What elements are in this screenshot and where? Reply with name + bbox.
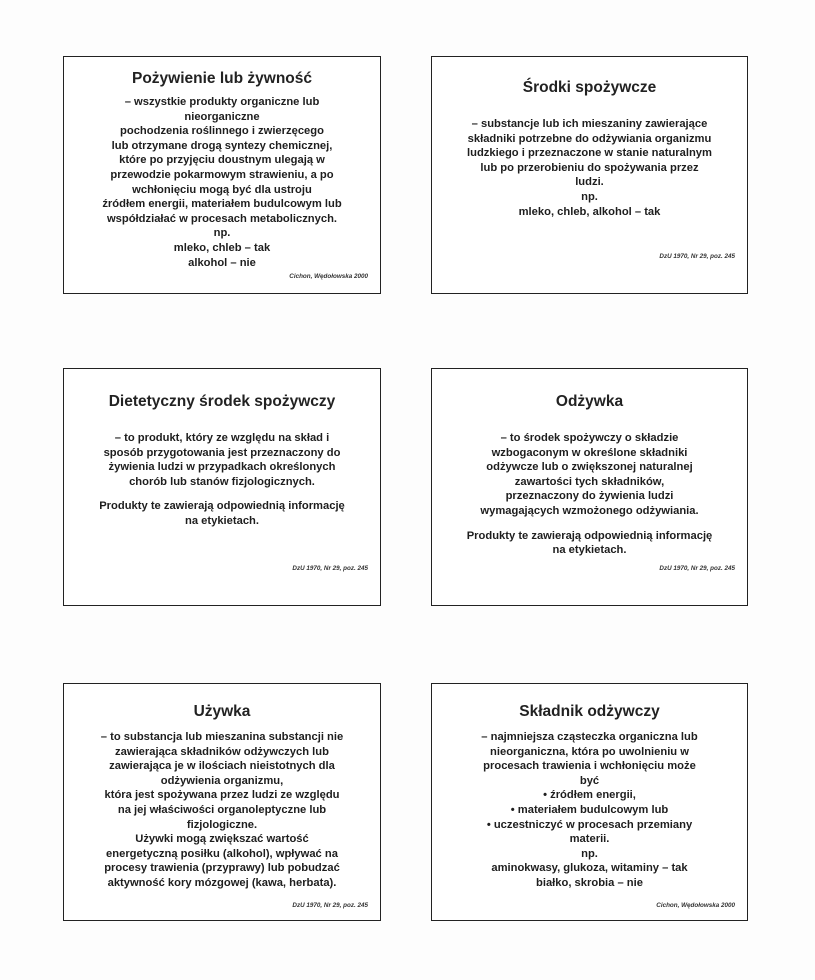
slide-body	[440, 117, 739, 219]
body-line: – najmniejsza cząsteczka organiczna lub	[481, 731, 698, 743]
body-line: wymagających wzmożonego odżywiania.	[480, 504, 699, 517]
body-line: aminokwasy, glukoza, witaminy – tak	[491, 862, 688, 875]
slide-title: Pożywienie lub żywność	[131, 70, 312, 87]
body-line: procesach trawienia i wchłonięciu może	[483, 760, 696, 773]
body-line: Produkty te zawierają odpowiednią informację	[466, 529, 713, 542]
slide-title: Używka	[193, 703, 251, 720]
body-line: która jest spożywana przez ludzi ze względu	[104, 789, 340, 802]
body-line: składniki potrzebne do odżywiania organizmu	[467, 132, 712, 145]
body-line: aktywność kory mózgowej (kawa, herbata).	[107, 876, 337, 889]
body-line: Używki mogą zwiększać wartość	[135, 833, 309, 846]
body-line: Produkty te zawierają odpowiednią informację	[99, 500, 345, 513]
slide-title: Dietetyczny środek spożywczy	[108, 393, 336, 410]
slide-source: Cichon, Wędołowska 2000	[656, 902, 735, 909]
body-line: mleko, chleb – tak	[173, 241, 271, 254]
body-line: procesy trawienia (przyprawy) lub pobudzać	[104, 862, 340, 875]
slide-body	[72, 730, 372, 891]
body-line: współdziałać w procesach metabolicznych.	[106, 212, 338, 225]
body-line: • uczestniczyć w procesach przemiany	[486, 818, 693, 831]
body-line: być	[579, 774, 600, 787]
body-line: energetyczną posiłku (alkohol), wpływać na	[106, 847, 338, 860]
body-line: materii.	[569, 833, 610, 846]
body-line: lub otrzymane drogą syntezy chemicznej,	[111, 139, 333, 152]
body-line: – substancje lub ich mieszaniny zawierające	[471, 118, 708, 130]
body-line: nieorganiczne	[184, 110, 260, 123]
body-line: – wszystkie produkty organiczne lub	[124, 96, 320, 108]
body-line: odżywienia organizmu,	[160, 774, 284, 787]
body-line: białko, skrobia – nie	[536, 876, 643, 889]
body-line: na etykietach.	[552, 544, 627, 557]
body-line: przeznaczony do żywienia ludzi	[505, 490, 674, 503]
body-line: lub po przerobieniu do spożywania przez	[480, 161, 699, 174]
slide-title: Składnik odżywczy	[519, 703, 660, 720]
slide-title: Środki spożywcze	[522, 79, 657, 96]
slide-dietetyczny-srodek	[63, 368, 381, 606]
slide-source: DzU 1970, Nr 29, poz. 245	[292, 565, 368, 572]
body-line: na etykietach.	[185, 514, 259, 527]
body-line: np.	[581, 190, 598, 203]
body-line: sposób przygotowania jest przeznaczony do	[103, 446, 341, 459]
body-line: nieorganiczna, która po uwolnieniu w	[490, 745, 689, 758]
slide-source: DzU 1970, Nr 29, poz. 245	[659, 565, 735, 572]
body-line: • materiałem budulcowym lub	[510, 803, 669, 816]
body-line: które po przyjęciu doustnym ulegają w	[119, 154, 325, 167]
body-line: zawartości tych składników,	[514, 475, 665, 488]
slide-odzywka	[431, 368, 748, 606]
body-line: źródłem energii, materiałem budulcowym lub	[102, 198, 342, 211]
body-line: przewodzie pokarmowym strawieniu, a po	[110, 168, 334, 181]
body-line: ludzkiego i przeznaczone w stanie naturalnym	[467, 147, 712, 160]
body-line: chorób lub stanów fizjologicznych.	[129, 475, 315, 488]
slide-pozywienie	[63, 56, 381, 294]
body-line: np.	[213, 227, 231, 240]
slide-body	[72, 431, 372, 529]
slide-source: DzU 1970, Nr 29, poz. 245	[659, 253, 735, 260]
body-line: – to substancja lub mieszanina substancji nie	[100, 731, 344, 743]
body-line: mleko, chleb, alkohol – tak	[518, 205, 661, 218]
slide-uzywka	[63, 683, 381, 921]
body-line: na jej właściwości organoleptyczne lub	[117, 803, 327, 816]
body-line: fizjologiczne.	[186, 818, 258, 831]
slide-body	[72, 95, 372, 270]
body-line: wchłonięciu mogą być dla ustroju	[132, 183, 312, 196]
body-line: odżywcze lub o zwiększonej naturalnej	[486, 461, 693, 474]
slide-srodki-spozywcze	[431, 56, 748, 294]
body-line: – to środek spożywczy o składzie	[500, 432, 679, 444]
body-line: żywienia ludzi w przypadkach określonych	[108, 461, 336, 474]
body-line: ludzi.	[575, 176, 604, 189]
slide-source: DzU 1970, Nr 29, poz. 245	[292, 902, 368, 909]
slide-skladnik-odzywczy	[431, 683, 748, 921]
body-line: zawierająca składników odżywczych lub	[115, 745, 329, 758]
body-line: pochodzenia roślinnego i zwierzęcego	[120, 125, 324, 138]
slide-body	[440, 730, 739, 891]
body-line: zawierająca je w ilościach nieistotnych dla	[109, 760, 335, 773]
slide-source: Cichon, Wędołowska 2000	[289, 273, 368, 280]
body-line: np.	[581, 847, 598, 860]
body-line: • źródłem energii,	[543, 789, 636, 802]
body-line: – to produkt, który ze względu na skład i	[114, 432, 330, 444]
slide-body	[440, 431, 739, 558]
body-line: wzbogaconym w określone składniki	[491, 446, 688, 459]
slide-title: Odżywka	[555, 393, 624, 410]
body-line: alkohol – nie	[188, 256, 256, 269]
